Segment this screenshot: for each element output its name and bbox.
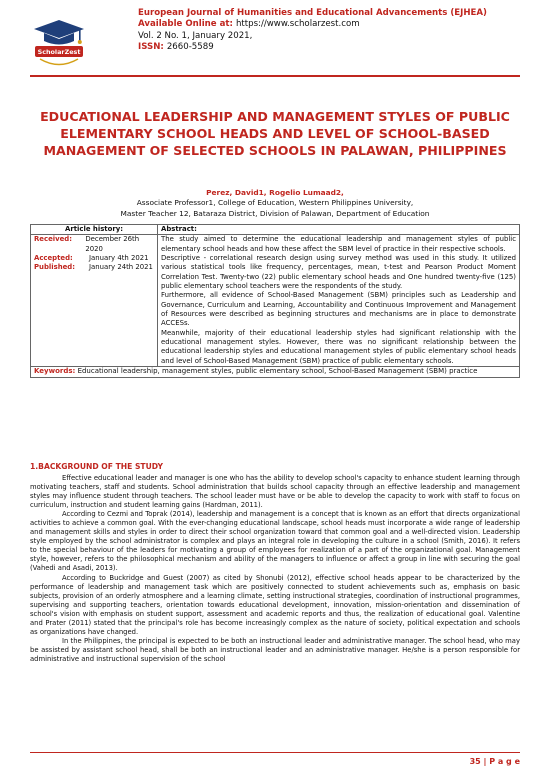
- issn-value: 2660-5589: [166, 42, 214, 53]
- body-paragraph: In the Philippines, the principal is expected to be both an instructional leader and administrative manager. The school head, who may be assisted by assistant school head, shall be both an instructional leader and an administrative manager. He/she is a person responsible for administrative and instructional supervision of the school: [30, 636, 520, 663]
- header-divider: [30, 75, 520, 77]
- body-paragraph: According to Cezmi and Toprak (2014), leadership and management is a concept that is known as an effort that directs organizational activities to achieve a common goal. With the ever-changing educational landscape, school heads must incorporate a wide range of leadership and management skills and styles in order to direct their school organization toward that common goal and a well-directed vision. Leadership style employed by the school administrator is complex and plays an integral role in developing the culture in a school (Smith, 2016). It refers to the special behaviour of the leaders for motivating a group of employees for realization of a part of the organizational goal. Management style, however, refers to the philosophical mechanism and ability of the managers to influence or affect a group in line with securing the goal (Vahedi and Asadi, 2013).: [30, 510, 520, 573]
- body-paragraph: According to Buckridge and Guest (2007) as cited by Shonubi (2012), effective school heads appear to be characterized by the performance of leadership and management task which are positively connected to student achievements such as, emphasis on basic subjects, provision of an orderly atmosphere and a learning climate, setting instructional strategies, coordination of instructional programmes, supervising and supporting teachers, orientation towards educational development, innovation, mission-orientation and dissemination of school's vision with emphasis on student support, assessment and academic reports and thus, the realization of educational goal. Valentine and Prater (2011) stated that the principal's role has become increasingly complex as the nature of society, political expectation and schools as organizations have changed.: [30, 573, 520, 636]
- article-info-table: [30, 224, 520, 378]
- abstract-paragraph: The study aimed to determine the educational leadership and management styles of public elementary school heads and how these affect the SBM level of practice in their respective schools.: [161, 235, 516, 253]
- abstract-paragraph: Meanwhile, majority of their educational leadership styles had significant relationship with the educational management styles. However, there was no significant relationship between the educational leadership styles and educational management styles of public elementary school heads and level of School-Based Management (SBM) practice of public elementary schools.: [161, 328, 516, 365]
- history-received: Received: December 26th 2020: [34, 235, 140, 253]
- abstract-cell: [158, 235, 520, 367]
- journal-details: [138, 8, 487, 54]
- abstract-paragraph: Furthermore, all evidence of School-Based Management (SBM) principles such as Leadership and Governance, Curriculum and Learning, Accountability and Continuous Improvement and Management of Resources were described as beginning structures and mechanisms are in place to demonstrate ACCESs.: [161, 291, 516, 328]
- history-published: Published: January 24th 2021: [34, 263, 153, 272]
- author-names: Perez, David1, Rogelio Lumaad2,: [206, 188, 344, 197]
- scholarzest-logo: [32, 18, 86, 70]
- affiliation-2: Master Teacher 12, Bataraza District, Division of Palawan, Department of Education: [120, 208, 430, 218]
- body-paragraph: Effective educational leader and manager is one who has the ability to develop school's capacity to enhance student learning through motivating teachers, staff and students. School administration that builds school capacity through an effective leadership and management styles may influence student through teachers. The school leader must have or be able to develop the capacity to work with staff to focus on curriculum, instruction and student learning gains (Hardman, 2011).: [30, 474, 520, 510]
- journal-url-link[interactable]: https://www.scholarzest.com: [235, 19, 360, 30]
- logo-text: ScholarZest: [37, 48, 81, 56]
- issn-label: ISSN:: [138, 42, 164, 53]
- keywords-text: Educational leadership, management styles, public elementary school, School-Based Management (SBM) practice: [77, 367, 478, 376]
- page-number: 35 | P a g e: [469, 757, 520, 766]
- authors-block: [30, 188, 520, 219]
- history-cell: [31, 235, 158, 367]
- history-header: Article history:: [31, 225, 158, 235]
- abstract-header: Abstract:: [158, 225, 520, 235]
- issn: [138, 42, 487, 53]
- paper-title: EDUCATIONAL LEADERSHIP AND MANAGEMENT STYLES OF PUBLIC ELEMENTARY SCHOOL HEADS AND LEVEL OF SCHOOL-BASED MANAGEMENT OF SELECTED SCHOOLS IN PALAWAN, PHILIPPINES: [40, 109, 510, 158]
- section-heading: 1.BACKGROUND OF THE STUDY: [30, 462, 164, 471]
- available-online: [138, 19, 487, 30]
- affiliation-1: Associate Professor1, College of Education, Western Philippines University,: [136, 198, 414, 208]
- history-accepted: Accepted: January 4th 2021: [34, 254, 149, 263]
- footer-divider: [30, 752, 520, 753]
- keywords-label: Keywords:: [34, 367, 76, 376]
- available-label: Available Online at:: [138, 19, 233, 30]
- keywords-cell: [31, 367, 520, 377]
- journal-header: [30, 8, 520, 70]
- abstract-paragraph: Descriptive - correlational research design using survey method was used in this study. It utilized various statistical tools like frequency, percentages, mean, t-test and Pearson Product Moment Correlation Test. Twenty-two (22) public elementary school heads and One hundred twenty-five (125) public elementary school teachers were the respondents of the study.: [161, 254, 516, 291]
- section-body: [30, 474, 520, 664]
- journal-title: European Journal of Humanities and Educational Advancements (EJHEA): [138, 8, 487, 18]
- volume-info: Vol. 2 No. 1, January 2021,: [138, 30, 253, 41]
